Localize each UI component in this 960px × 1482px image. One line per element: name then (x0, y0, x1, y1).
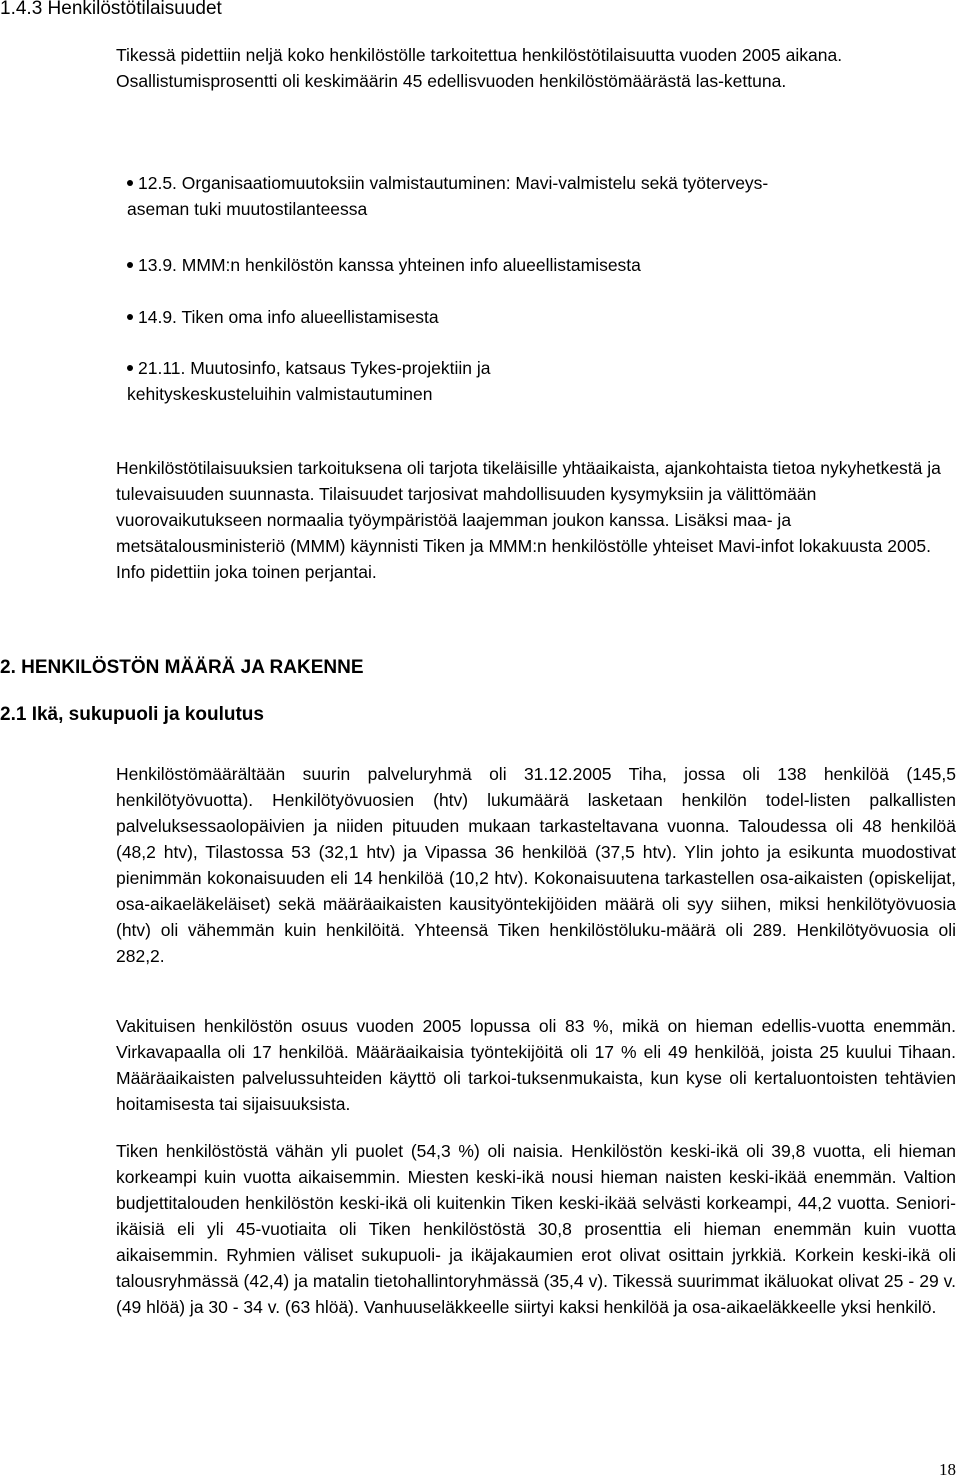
chapter-heading: 2. HENKILÖSTÖN MÄÄRÄ JA RAKENNE (0, 657, 364, 678)
list-item (127, 304, 957, 330)
list-item-line: 13.9. MMM:n henkilöstön kanssa yhteinen info alueellistamisesta (138, 255, 641, 275)
page-number: 18 (939, 1460, 956, 1479)
list-item (127, 252, 957, 278)
purpose-paragraph: Henkilöstötilaisuuksien tarkoituksena oli tarjota tikeläisille yhtäaikaista, ajankohtaista tietoa nykyhetkestä ja tulevaisuuden suunnasta. Tilaisuudet tarjosivat mahdollisuuden kysymyksiin ja välittömään vuorovaikutukseen normaalia työympäristöä laajemman joukon kanssa. Lisäksi maa- ja metsätalousministeriö (MMM) käynnisti Tiken ja MMM:n henkilöstölle yhteiset Mavi-infot lokakuusta 2005. Info pidettiin joka toinen perjantai. (116, 458, 941, 582)
body-paragraph-1: Henkilöstömäärältään suurin palveluryhmä oli 31.12.2005 Tiha, jossa oli 138 henkilöä (145,5 henkilötyövuotta). Henkilötyövuosien (htv) lukumäärä lasketaan henkilön todel-listen palkallisten palveluksessaolopäivien ja niiden pituuden mukaan tarkasteltavana vuonna. Taloudessa oli 48 henkilöä (48,2 htv), Tilastossa 53 (32,1 htv) ja Vipassa 36 henkilöä (37,5 htv). Ylin johto ja esikunta muodostivat pienimmän kokonaisuuden eli 14 henkilöä (10,2 htv). Kokonaisuutena tarkastellen osa-aikaisten (opiskelijat, osa-aikaeläkeläiset) sekä määräaikaisten kausityöntekijöiden määrä oli syy siihen, miksi henkilötyövuosia (htv) oli vähemmän kuin henkilöitä. Yhteensä Tiken henkilöstöluku-määrä oli 289. Henkilötyövuosia oli 282,2. (116, 764, 956, 966)
list-item-line: 12.5. Organisaatiomuutoksiin valmistautuminen: Mavi-valmistelu sekä työterveys- (138, 173, 769, 193)
list-item-line: kehityskeskusteluihin valmistautuminen (127, 384, 433, 404)
body-paragraph-3: Tiken henkilöstöstä vähän yli puolet (54,3 %) oli naisia. Henkilöstön keski-ikä oli 39,8 vuotta, eli hieman korkeampi kuin vuotta aikaisemmin. Miesten keski-ikä nousi hieman naisten keski-ikää enemmän. Valtion budjettitalouden henkilöstön keski-ikä oli kuitenkin Tiken keski-ikää selvästi korkeampi, 44,2 vuotta. Seniori-ikäisiä eli yli 45-vuotiaita oli Tiken henkilöstöstä 30,8 prosenttia eli hieman enemmän kuin vuotta aikaisemmin. Ryhmien väliset sukupuoli- ja ikäjakaumien erot olivat osittain jyrkkiä. Korkein keski-ikä oli talousryhmässä (42,4) ja matalin tietohallintoryhmässä (35,4 v). Tikessä suurimmat ikäluokat olivat 25 - 29 v. (49 hlöä) ja 30 - 34 v. (63 hlöä). Vanhuuseläkkeelle siirtyi kaksi henkilöä ja osa-aikaeläkkeelle yksi henkilö. (116, 1141, 956, 1317)
list-item-line: 21.11. Muutosinfo, katsaus Tykes-projektiin ja (138, 358, 491, 378)
list-item (127, 170, 957, 222)
intro-paragraph: Tikessä pidettiin neljä koko henkilöstölle tarkoitettua henkilöstötilaisuutta vuoden 2005 aikana. Osallistumisprosentti oli keskimäärin 45 edellisvuoden henkilöstömäärästä las-kettuna. (116, 45, 843, 91)
section-heading: 1.4.3 Henkilöstötilaisuudet (0, 0, 222, 19)
bullet-icon (127, 180, 133, 186)
list-item-line: aseman tuki muutostilanteessa (127, 199, 368, 219)
list-item (127, 355, 957, 407)
subsection-heading: 2.1 Ikä, sukupuoli ja koulutus (0, 704, 264, 725)
bullet-icon (127, 365, 133, 371)
bullet-icon (127, 314, 133, 320)
body-paragraph-2: Vakituisen henkilöstön osuus vuoden 2005 lopussa oli 83 %, mikä on hieman edellis-vuotta enemmän. Virkavapaalla oli 17 henkilöä. Määräaikaisia työntekijöitä oli 17 % eli 49 henkilöä, joista 25 kuului Tihaan. Määräaikaisten palvelussuhteiden käyttö oli tarkoi-tuksenmukaista, kun kyse oli kertaluontoisten tehtävien hoitamisesta tai sijaisuuksista. (116, 1016, 956, 1114)
bullet-icon (127, 262, 133, 268)
list-item-line: 14.9. Tiken oma info alueellistamisesta (138, 307, 439, 327)
